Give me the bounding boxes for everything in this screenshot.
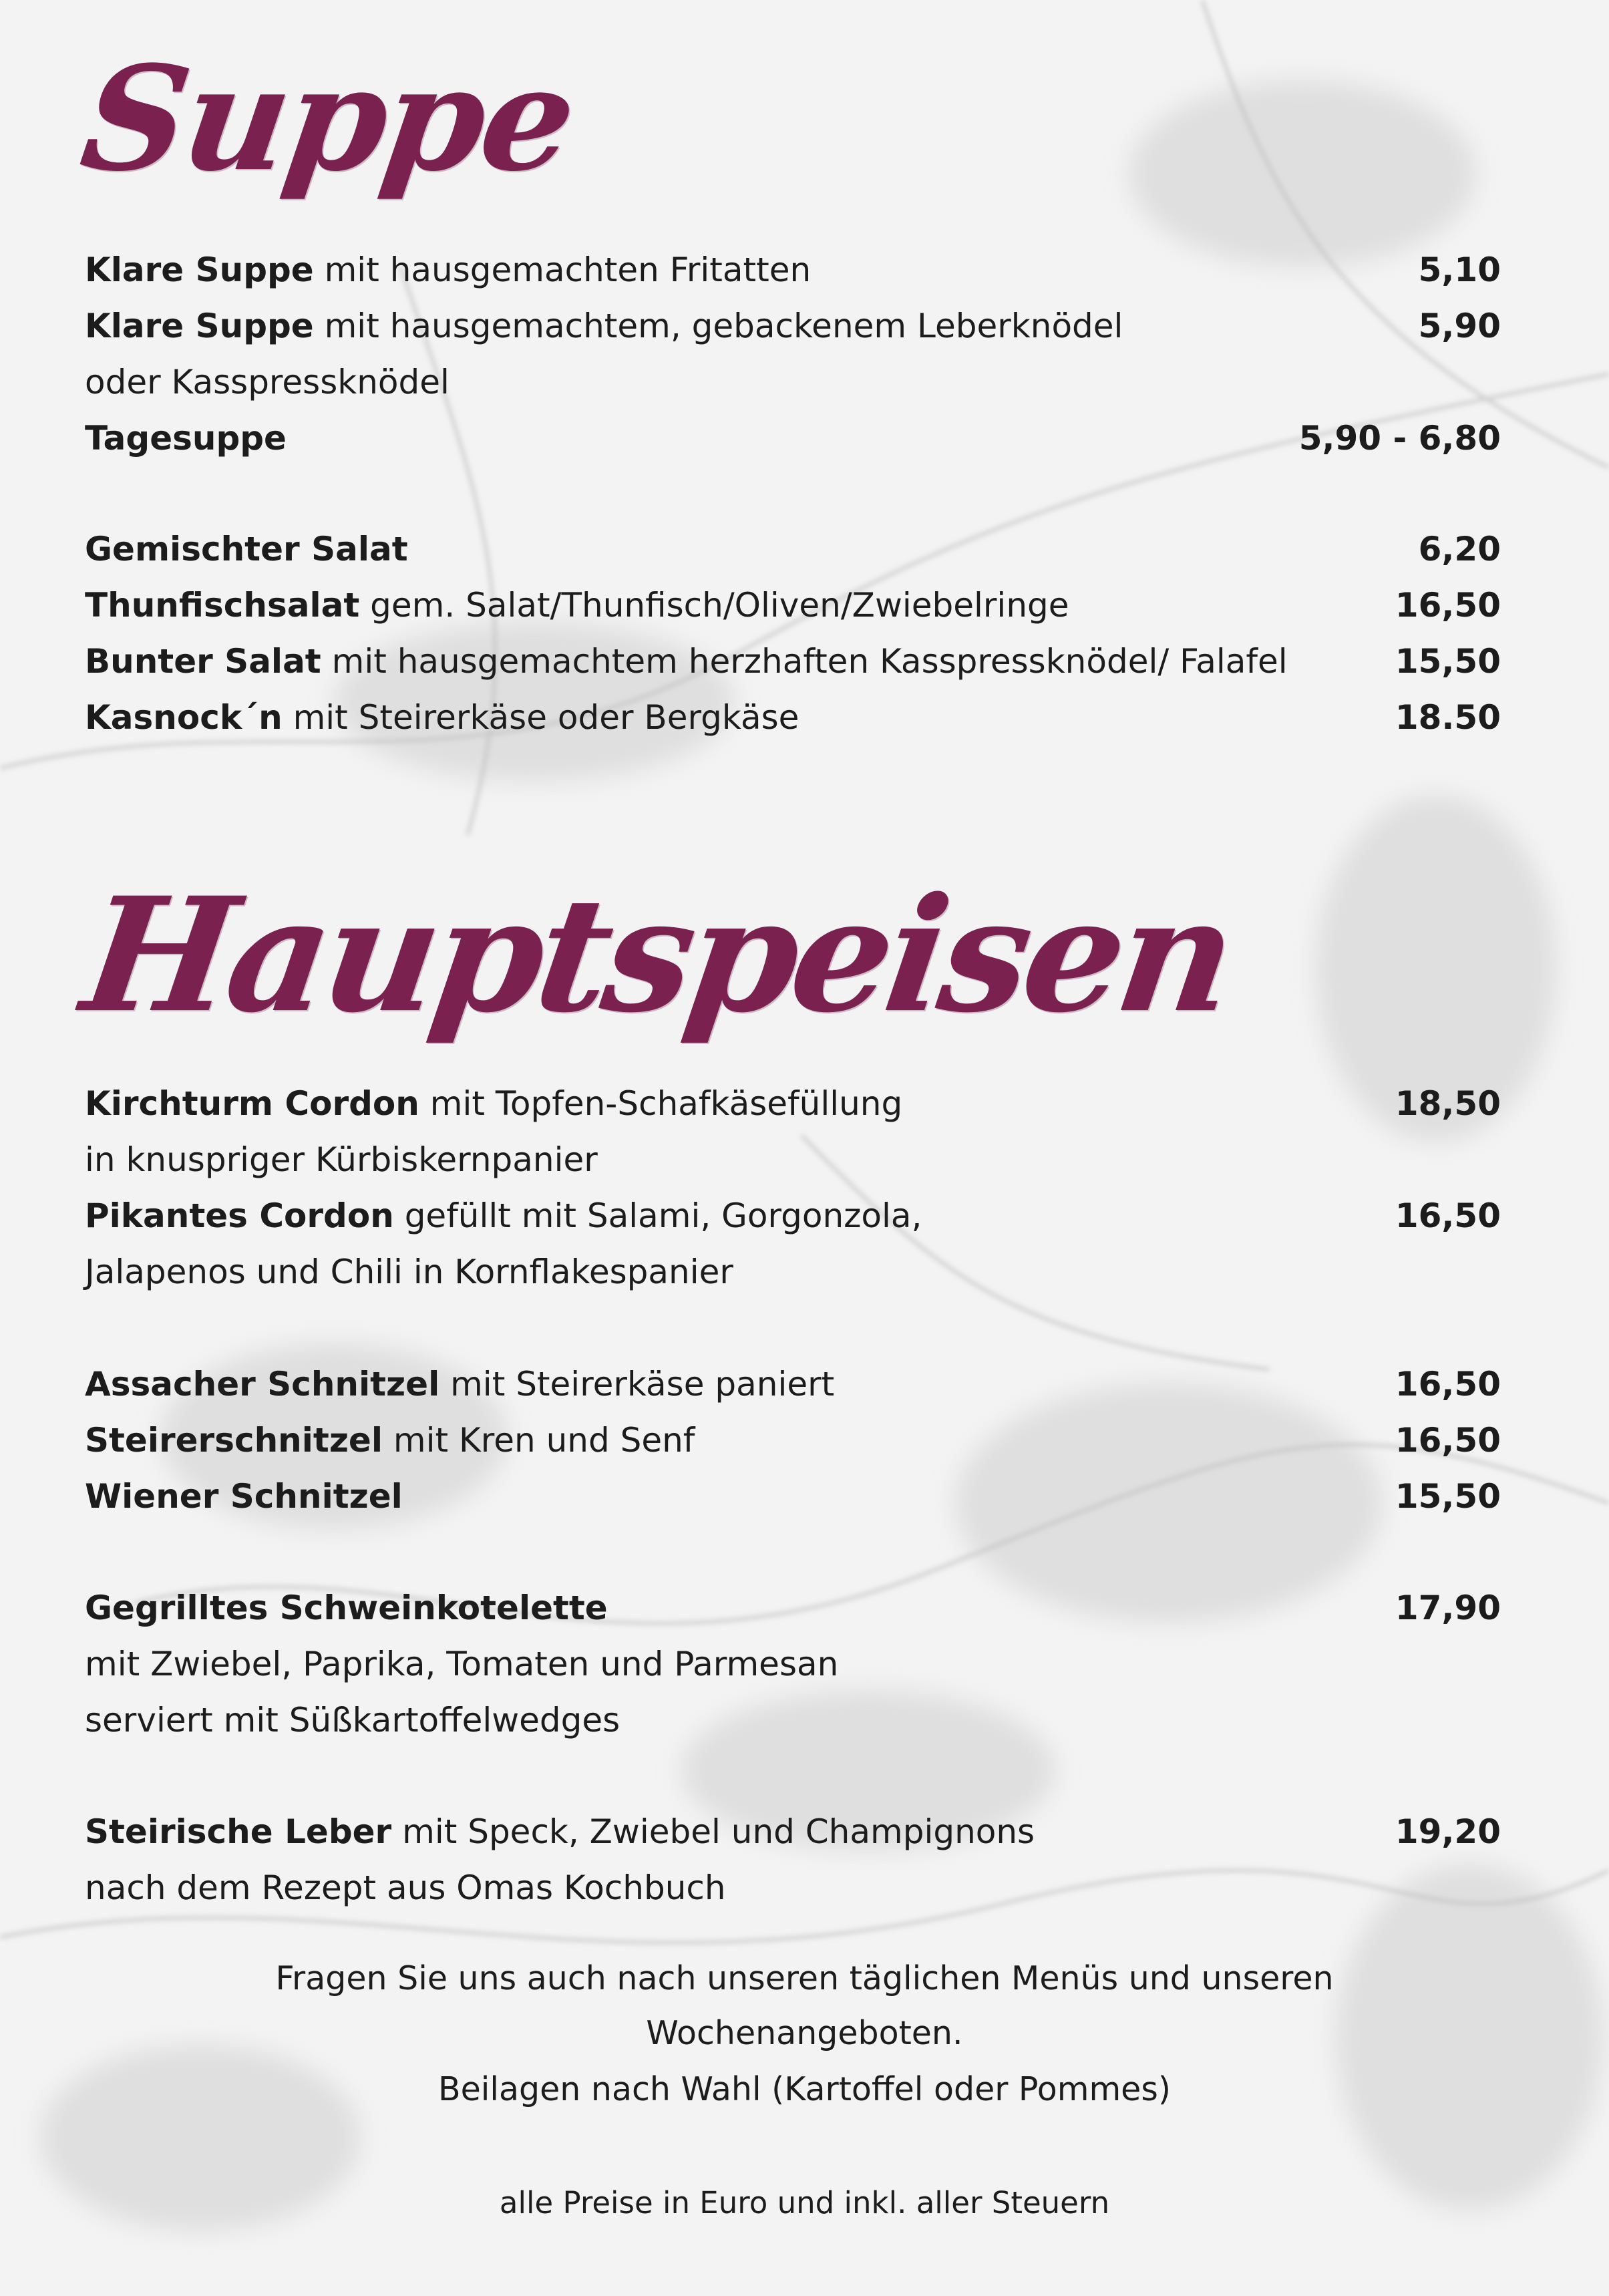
menu-item	[85, 521, 1501, 577]
menu-item-price: 18.50	[1395, 698, 1501, 737]
menu-item-desc: Jalapenos und Chili in Kornflakespanier	[85, 1253, 733, 1291]
menu-item	[85, 410, 1501, 466]
heading-hauptspeisen: Hauptspeisen	[73, 863, 1242, 1047]
menu-item	[85, 633, 1501, 689]
heading-suppe: Suppe	[72, 34, 584, 203]
menu-item-name: Klare Suppe	[85, 251, 314, 289]
menu-item-text	[85, 689, 799, 746]
menu-item-text	[85, 1692, 620, 1748]
menu-item	[85, 1356, 1501, 1412]
menu-item-price: 16,50	[1395, 1365, 1501, 1404]
menu-item-price: 17,90	[1395, 1589, 1501, 1627]
section-salate	[85, 521, 1501, 746]
menu-item-text	[85, 242, 811, 298]
menu-item-price: 16,50	[1395, 1196, 1501, 1235]
menu-item-text	[85, 633, 1288, 689]
menu-item-name: Steirische Leber	[85, 1812, 392, 1851]
menu-item-text	[85, 354, 450, 410]
section-kotelett	[85, 1580, 1501, 1748]
menu-item-desc: mit Kren und Senf	[382, 1421, 695, 1460]
menu-item-text	[85, 1132, 598, 1188]
menu-item-price: 5,10	[1418, 251, 1501, 289]
menu-item-desc: nach dem Rezept aus Omas Kochbuch	[85, 1868, 726, 1907]
menu-item-price: 5,90 - 6,80	[1298, 419, 1501, 458]
menu-item-text	[85, 410, 287, 466]
section-cordon	[85, 1076, 1501, 1300]
menu-item-name: Kasnock´n	[85, 698, 283, 737]
menu-item-text	[85, 1580, 608, 1636]
section-suppe	[85, 242, 1501, 466]
menu-item-name: Gemischter Salat	[85, 530, 408, 568]
menu-item-price: 5,90	[1418, 307, 1501, 345]
menu-item-text	[85, 521, 408, 577]
menu-item-desc: oder Kasspressknödel	[85, 363, 450, 401]
menu-item-name: Assacher Schnitzel	[85, 1365, 440, 1404]
menu-item-desc: mit Zwiebel, Paprika, Tomaten und Parmesan	[85, 1645, 839, 1683]
menu-item-text	[85, 1468, 403, 1524]
menu-item-text	[85, 1860, 726, 1916]
menu-item-price: 6,20	[1418, 530, 1501, 568]
menu-item-desc: in knuspriger Kürbiskernpanier	[85, 1140, 598, 1179]
menu-item	[85, 1412, 1501, 1468]
menu-item	[85, 242, 1501, 298]
menu-item-name: Thunfischsalat	[85, 586, 360, 625]
menu-item	[85, 1468, 1501, 1524]
menu-item-name: Gegrilltes Schweinkotelette	[85, 1589, 608, 1627]
menu-item-text	[85, 1076, 902, 1132]
menu-item-price: 15,50	[1395, 1477, 1501, 1516]
section-schnitzel	[85, 1356, 1501, 1524]
menu-item-name: Tagesuppe	[85, 419, 287, 458]
menu-item-continuation	[85, 1244, 1501, 1300]
menu-item	[85, 1188, 1501, 1244]
menu-item	[85, 1076, 1501, 1132]
menu-item-desc: gefüllt mit Salami, Gorgonzola,	[393, 1196, 922, 1235]
menu-item-text	[85, 1804, 1035, 1860]
menu-item-name: Pikantes Cordon	[85, 1196, 394, 1235]
menu-item-price: 16,50	[1395, 1421, 1501, 1460]
menu-item-desc: mit hausgemachtem, gebackenem Leberknödel	[313, 307, 1123, 345]
menu-item-desc: serviert mit Süßkartoffelwedges	[85, 1701, 620, 1740]
menu-item	[85, 298, 1501, 354]
section-leber	[85, 1804, 1501, 1916]
menu-item-text	[85, 577, 1069, 633]
menu-item-continuation	[85, 1132, 1501, 1188]
menu-item-name: Bunter Salat	[85, 642, 321, 681]
menu-item-desc: mit hausgemachtem herzhaften Kasspressknödel/ Falafel	[321, 642, 1288, 681]
menu-item-text	[85, 1412, 695, 1468]
menu-item-name: Klare Suppe	[85, 307, 314, 345]
menu-item-name: Wiener Schnitzel	[85, 1477, 403, 1516]
menu-item-name: Kirchturm Cordon	[85, 1084, 419, 1123]
menu-item-price: 16,50	[1395, 586, 1501, 625]
menu-item-price: 15,50	[1395, 642, 1501, 681]
menu-item-desc: mit Speck, Zwiebel und Champignons	[391, 1812, 1035, 1851]
menu-item-text	[85, 1244, 733, 1300]
menu-item-desc: mit Steirerkäse paniert	[439, 1365, 835, 1404]
menu-item-desc: mit Topfen-Schafkäsefüllung	[419, 1084, 903, 1123]
menu-item	[85, 689, 1501, 746]
footer-beilagen: Beilagen nach Wahl (Kartoffel oder Pommes)	[438, 2070, 1171, 2108]
menu-item-continuation	[85, 1636, 1501, 1692]
menu-item-text	[85, 1636, 838, 1692]
menu-item-text	[85, 298, 1123, 354]
footer-note-line: Wochenangeboten.	[646, 2014, 963, 2052]
menu-item-name: Steirerschnitzel	[85, 1421, 383, 1460]
menu-item	[85, 577, 1501, 633]
menu-item-price: 19,20	[1395, 1812, 1501, 1851]
menu-item-continuation	[85, 1860, 1501, 1916]
menu-item-continuation	[85, 1692, 1501, 1748]
menu-item-desc: mit Steirerkäse oder Bergkäse	[282, 698, 799, 737]
menu-item-desc: mit hausgemachten Fritatten	[313, 251, 812, 289]
menu-item	[85, 1804, 1501, 1860]
menu-item-continuation	[85, 354, 1501, 410]
footer-note-line: Fragen Sie uns auch nach unseren täglichen Menüs und unseren	[275, 1959, 1334, 1997]
footer-price-note: alle Preise in Euro und inkl. aller Steuern	[499, 2185, 1110, 2221]
menu-item-price: 18,50	[1395, 1084, 1501, 1123]
menu-item	[85, 1580, 1501, 1636]
menu-item-desc: gem. Salat/Thunfisch/Oliven/Zwiebelringe	[359, 586, 1069, 625]
menu-item-text	[85, 1356, 834, 1412]
menu-item-text	[85, 1188, 922, 1244]
